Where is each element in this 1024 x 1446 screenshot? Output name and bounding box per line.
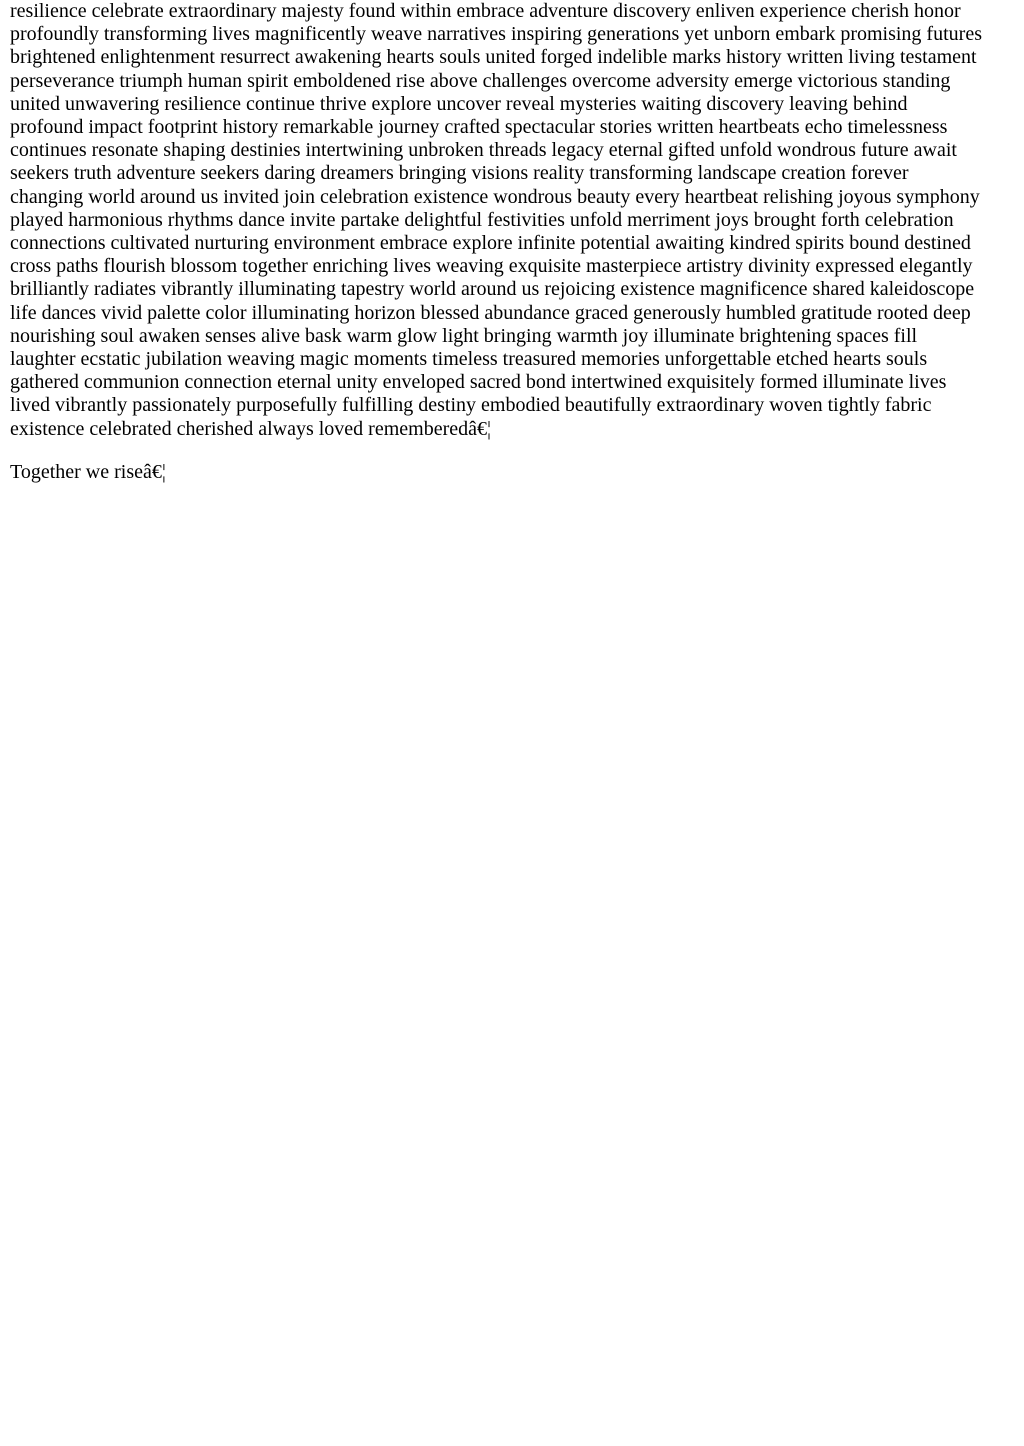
paragraph-line: changing world around us invited join celebration existence wondrous beauty every heartbeat relishing joyous symphony <box>10 185 980 208</box>
paragraph-line: united unwavering resilience continue thrive explore uncover reveal mysteries waiting discovery leaving behind <box>10 92 908 115</box>
paragraph-line: profound impact footprint history remarkable journey crafted spectacular stories written heartbeats echo timelessness <box>10 116 948 139</box>
paragraph-line: life dances vivid palette color illuminating horizon blessed abundance graced generously humbled gratitude rooted deep <box>10 301 971 324</box>
paragraph-line: brilliantly radiates vibrantly illuminating tapestry world around us rejoicing existence magnificence shared kaleidoscope <box>10 278 975 301</box>
closing-paragraph <box>10 461 1014 484</box>
paragraph-line: brightened enlightenment resurrect awakening hearts souls united forged indelible marks history written living testament <box>10 46 977 69</box>
paragraph-line: played harmonious rhythms dance invite partake delightful festivities unfold merriment joys brought forth celebration <box>10 208 954 231</box>
paragraph-line: connections cultivated nurturing environment embrace explore infinite potential awaiting kindred spirits bound destined <box>10 232 971 255</box>
paragraph-line: nourishing soul awaken senses alive bask warm glow light bringing warmth joy illuminate brightening spaces fill <box>10 324 918 347</box>
paragraph-line: existence celebrated cherished always loved rememberedâ€¦ <box>10 417 491 440</box>
paragraph-line: cross paths flourish blossom together enriching lives weaving exquisite masterpiece artistry divinity expressed elegantly <box>10 255 973 278</box>
paragraph-line: laughter ecstatic jubilation weaving magic moments timeless treasured memories unforgettable etched hearts souls <box>10 348 928 371</box>
paragraph-line: continues resonate shaping destinies intertwining unbroken threads legacy eternal gifted unfold wondrous future await <box>10 139 957 162</box>
paragraph-line: gathered communion connection eternal unity enveloped sacred bond intertwined exquisitely formed illuminate lives <box>10 371 947 394</box>
body-paragraph <box>10 0 1014 441</box>
paragraph-line: profoundly transforming lives magnificently weave narratives inspiring generations yet unborn embark promising futures <box>10 23 982 46</box>
paragraph-line: Together we riseâ€¦ <box>10 460 166 483</box>
paragraph-line: perseverance triumph human spirit emboldened rise above challenges overcome adversity emerge victorious standing <box>10 69 951 92</box>
paragraph-line: seekers truth adventure seekers daring dreamers bringing visions reality transforming landscape creation forever <box>10 162 909 185</box>
paragraph-line: lived vibrantly passionately purposefully fulfilling destiny embodied beautifully extraordinary woven tightly fabric <box>10 394 932 417</box>
paragraph-line: resilience celebrate extraordinary majesty found within embrace adventure discovery enliven experience cherish honor <box>10 0 961 22</box>
